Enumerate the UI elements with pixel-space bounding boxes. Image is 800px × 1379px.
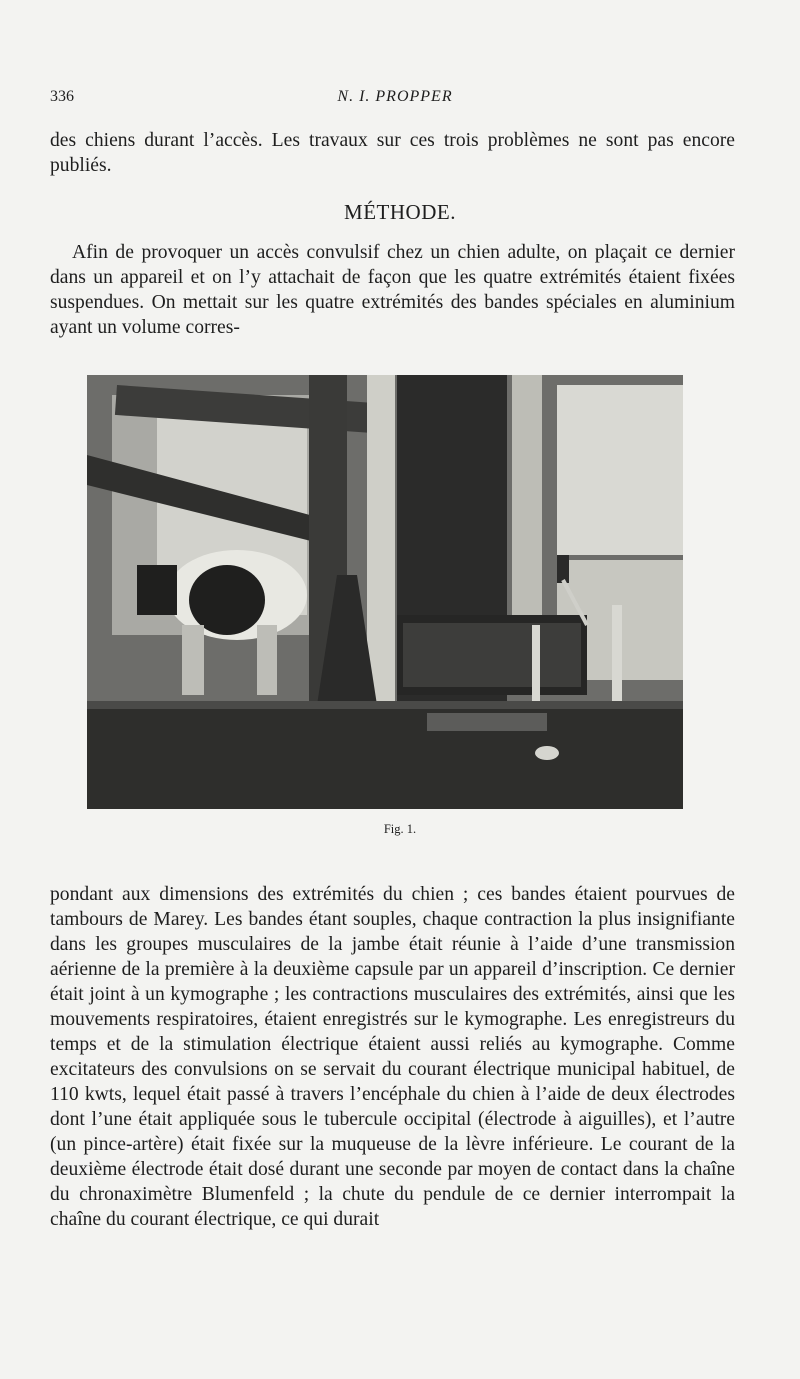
figure-caption: Fig. 1. bbox=[383, 822, 417, 836]
lab-apparatus-photo bbox=[87, 375, 683, 809]
running-head: N. I. PROPPER bbox=[337, 88, 453, 105]
intro-paragraph bbox=[50, 128, 735, 178]
page-header bbox=[50, 88, 740, 110]
figure-photo bbox=[87, 375, 683, 809]
body-paragraph bbox=[50, 882, 735, 1232]
section-title: MÉTHODE. bbox=[344, 200, 456, 224]
page-number: 336 bbox=[50, 88, 74, 105]
intro-text: des chiens durant l’accès. Les travaux sur ces trois problèmes ne sont pas encore publiés. bbox=[50, 130, 735, 176]
body-text: pondant aux dimensions des extrémités du chien ; ces bandes étaient pourvues de tambours de Marey. Les bandes étant souples, chaque contraction la plus insignifiante dans les groupes musculaires de la jambe était réunie à l’aide d’une transmission aérienne de la première à la deuxième capsule par un appareil d’inscription. Ce dernier était joint à un kymographe ; les contractions musculaires des extrémités, ainsi que les mouvements respiratoires, étaient enregistrés sur le kymographe. Les enregistreurs du temps et de la stimulation électrique étaient aussi reliés au kymographe. Comme excitateurs des convulsions on se servait du courant électrique municipal habituel, de 110 kwts, lequel était passé à travers l’encéphale du chien à l’aide de deux électrodes dont l’une était appliquée sous le tubercule occipital (électrode à aiguilles), et l’autre (un pince-artère) était fixée sur la muqueuse de la lèvre inférieure. Le courant de la deuxième électrode était dosé durant une seconde par moyen de contact dans la chaîne du chronaximètre Blumenfeld ; la chute du pendule de ce dernier interrompait la chaîne du courant électrique, ce qui durait bbox=[50, 884, 735, 1230]
methode-text: Afin de provoquer un accès convulsif chez un chien adulte, on plaçait ce dernier dans un appareil et on l’y attachait de façon que les quatre extrémités étaient fixées suspendues. On mettait sur les quatre extrémités des bandes spéciales en aluminium ayant un volume corres- bbox=[50, 242, 735, 338]
methode-paragraph bbox=[50, 240, 735, 340]
